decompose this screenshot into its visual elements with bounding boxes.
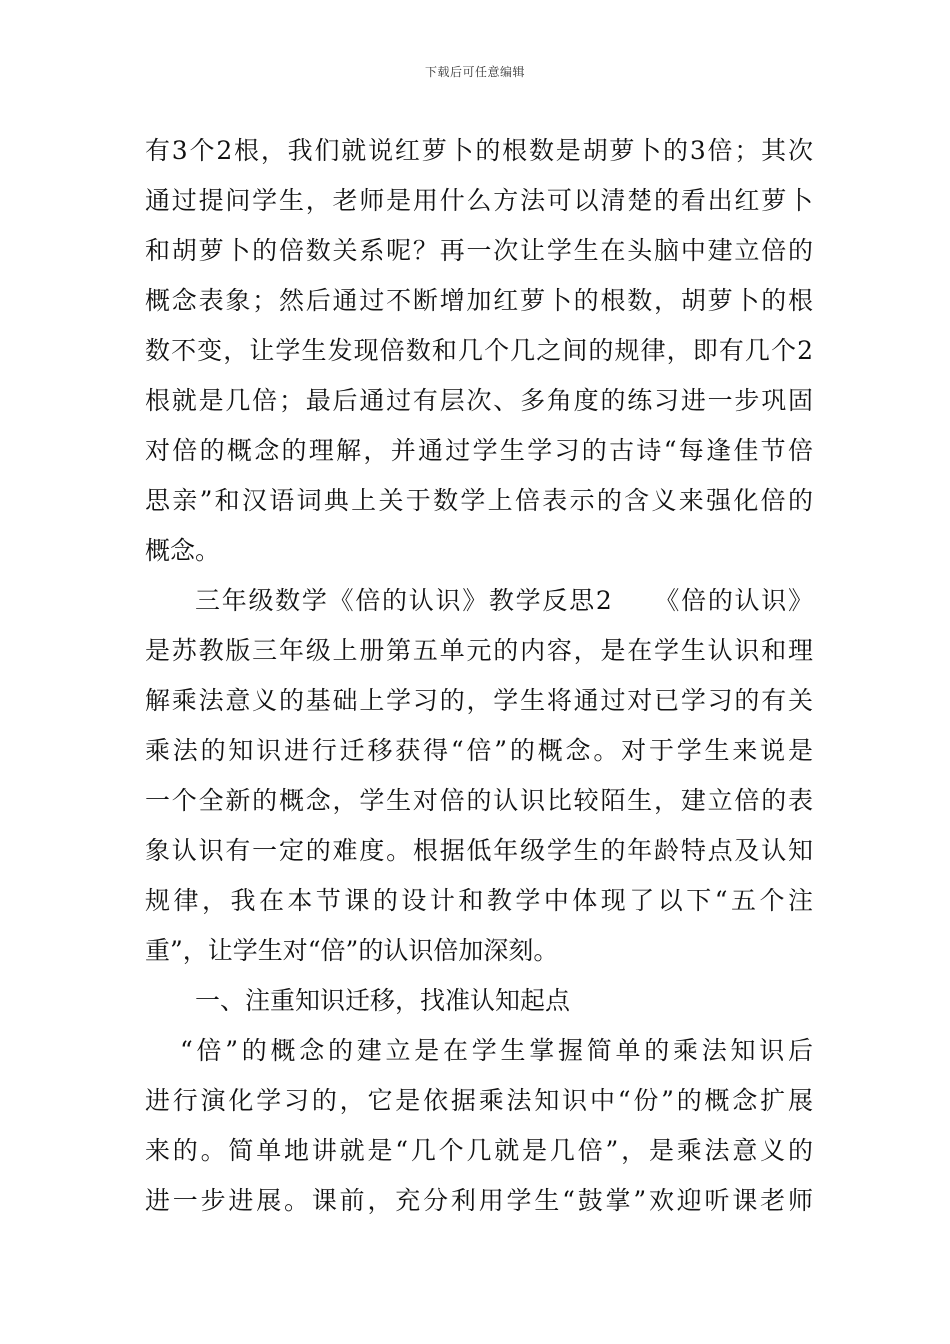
text-line: 一个全新的概念，学生对倍的认识比较陌生，建立倍的表 xyxy=(145,786,813,815)
text-line: 概念。 xyxy=(145,536,221,565)
text-line: 数不变，让学生发现倍数和几个几之间的规律，即有几个2 xyxy=(145,336,813,365)
text-line: 重”，让学生对“倍”的认识倍加深刻。 xyxy=(145,936,559,965)
document-body xyxy=(145,126,813,1226)
text-line: 来的。简单地讲就是“几个几就是几倍”，是乘法意义的 xyxy=(145,1136,813,1165)
text-line: 和胡萝卜的倍数关系呢？再一次让学生在头脑中建立倍的 xyxy=(145,236,813,265)
text-line: 通过提问学生，老师是用什么方法可以清楚的看出红萝卜 xyxy=(145,186,813,215)
text-line: 规律，我在本节课的设计和教学中体现了以下“五个注 xyxy=(145,886,813,915)
text-line: 有3个2根，我们就说红萝卜的根数是胡萝卜的3倍；其次 xyxy=(145,136,813,165)
text-line: 进一步进展。课前，充分利用学生“鼓掌”欢迎听课老师 xyxy=(145,1186,813,1215)
text-line: 对倍的概念的理解，并通过学生学习的古诗“每逢佳节倍 xyxy=(145,436,813,465)
text-line: 思亲”和汉语词典上关于数学上倍表示的含义来强化倍的 xyxy=(145,486,813,515)
section-heading-line: 三年级数学《倍的认识》教学反思2 《倍的认识》 xyxy=(195,586,813,615)
page-header-note: 下载后可任意编辑 xyxy=(424,65,525,79)
subheading-line: 一、注重知识迁移，找准认知起点 xyxy=(195,986,571,1015)
text-line: 进行演化学习的，它是依据乘法知识中“份”的概念扩展 xyxy=(145,1086,813,1115)
text-line: 乘法的知识进行迁移获得“倍”的概念。对于学生来说是 xyxy=(145,736,813,765)
text-line: 象认识有一定的难度。根据低年级学生的年龄特点及认知 xyxy=(145,836,813,865)
text-line: 根就是几倍；最后通过有层次、多角度的练习进一步巩固 xyxy=(145,386,813,415)
text-line: 概念表象；然后通过不断增加红萝卜的根数，胡萝卜的根 xyxy=(145,286,813,315)
text-line: 解乘法意义的基础上学习的，学生将通过对已学习的有关 xyxy=(145,686,813,715)
text-line: “倍”的概念的建立是在学生掌握简单的乘法知识后 xyxy=(180,1036,813,1065)
text-line: 是苏教版三年级上册第五单元的内容，是在学生认识和理 xyxy=(145,636,813,665)
